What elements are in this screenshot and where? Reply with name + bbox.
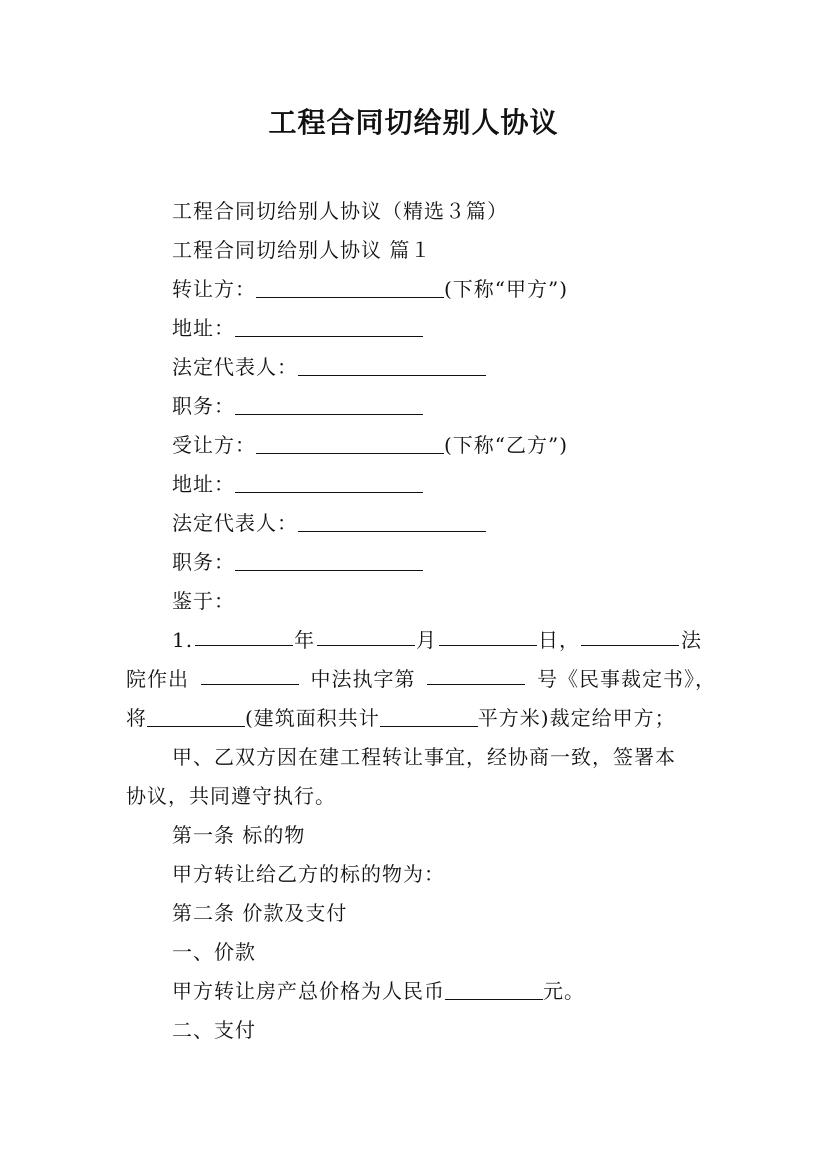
transferee-address-line <box>172 469 423 499</box>
blank-field <box>380 706 478 727</box>
area-unit-label: 平方米)裁定给甲方； <box>477 706 676 730</box>
blank-field <box>147 706 245 727</box>
ruling-label: 号《民事裁定书》， <box>537 667 716 691</box>
court-label: 法 <box>680 628 702 652</box>
article2-heading: 第二条 价款及支付 <box>172 901 348 925</box>
payment-heading: 二、支付 <box>172 1018 256 1042</box>
position-label: 职务： <box>172 394 235 418</box>
clause1-line2 <box>126 664 716 694</box>
transferee-legal-rep-line <box>172 508 486 538</box>
blank-field <box>581 625 679 646</box>
transferee-line <box>172 430 568 460</box>
clause1-number: 1. <box>172 628 194 652</box>
clause1-line1 <box>172 625 702 655</box>
whereas-label: 鉴于： <box>172 589 235 613</box>
blank-field <box>298 511 486 532</box>
currency-unit: 元。 <box>543 979 585 1003</box>
transferor-legal-rep-line <box>172 352 486 382</box>
blank-field <box>298 355 486 376</box>
case-number-label: 中法执字第 <box>310 667 416 691</box>
blank-field <box>235 394 423 415</box>
price-heading: 一、价款 <box>172 940 256 964</box>
court-continued: 院作出 <box>126 667 189 691</box>
consensus-text: 甲、乙双方因在建工程转让事宜，经协商一致，签署本 <box>172 745 676 769</box>
clause1-line3 <box>126 703 676 733</box>
legal-rep-label: 法定代表人： <box>172 355 298 379</box>
blank-field <box>235 472 423 493</box>
transferor-address-line <box>172 313 423 343</box>
blank-field <box>235 316 423 337</box>
section-heading: 工程合同切给别人协议 篇１ <box>172 238 432 262</box>
transferee-position-line <box>172 547 423 577</box>
blank-field <box>445 979 543 1000</box>
blank-field <box>256 433 444 454</box>
document-title: 工程合同切给别人协议 <box>268 106 559 139</box>
consensus-line2: 协议，共同遵守执行。 <box>126 784 336 808</box>
blank-field <box>195 625 293 646</box>
consensus-line1 <box>172 742 702 772</box>
transferee-label: 受让方： <box>172 433 256 457</box>
price-line <box>172 976 585 1006</box>
day-label: 日， <box>538 628 580 652</box>
transferor-label: 转让方： <box>172 277 256 301</box>
transferor-suffix: (下称“甲方”) <box>444 277 569 301</box>
give-label: 将 <box>126 706 147 730</box>
blank-field <box>201 664 299 685</box>
area-label: (建筑面积共计 <box>245 706 380 730</box>
month-label: 月 <box>416 628 438 652</box>
position-label: 职务： <box>172 550 235 574</box>
blank-field <box>256 277 444 298</box>
year-label: 年 <box>294 628 316 652</box>
price-label: 甲方转让房产总价格为人民币 <box>172 979 445 1003</box>
article1-heading: 第一条 标的物 <box>172 823 306 847</box>
article1-text: 甲方转让给乙方的标的物为： <box>172 862 445 886</box>
blank-field <box>235 550 423 571</box>
transferor-position-line <box>172 391 423 421</box>
address-label: 地址： <box>172 316 235 340</box>
subtitle: 工程合同切给别人协议（精选３篇） <box>172 199 508 223</box>
blank-field <box>439 625 537 646</box>
legal-rep-label: 法定代表人： <box>172 511 298 535</box>
blank-field <box>427 664 525 685</box>
blank-field <box>317 625 415 646</box>
address-label: 地址： <box>172 472 235 496</box>
transferor-line <box>172 274 568 304</box>
transferee-suffix: (下称“乙方”) <box>444 433 569 457</box>
